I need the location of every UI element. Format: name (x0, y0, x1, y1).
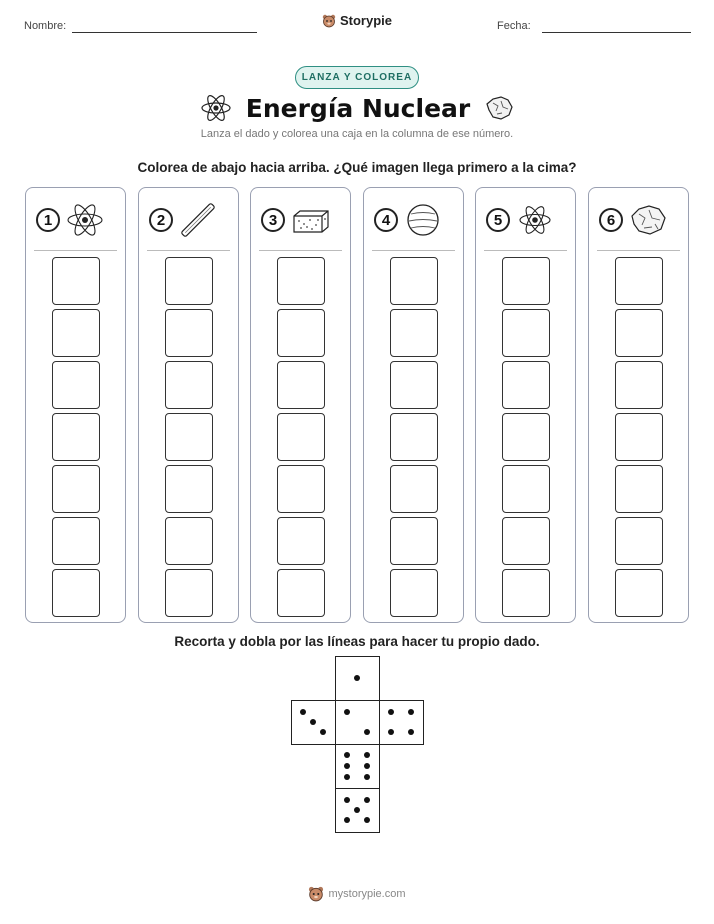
dice-face-4 (379, 700, 424, 745)
column-4 (363, 187, 464, 623)
name-label: Nombre: (24, 20, 67, 32)
color-box[interactable] (52, 569, 100, 617)
color-box[interactable] (277, 257, 325, 305)
control-rod-icon (178, 202, 218, 238)
dice-pip (388, 729, 394, 735)
dice-caption: Recorta y dobla por las líneas para hacer tu propio dado. (174, 634, 540, 649)
column-6 (588, 187, 689, 623)
color-box[interactable] (615, 465, 663, 513)
color-box[interactable] (277, 309, 325, 357)
color-box[interactable] (52, 413, 100, 461)
dice-pip (354, 675, 360, 681)
color-box[interactable] (615, 413, 663, 461)
name-line[interactable] (72, 32, 257, 33)
dice-face-3 (291, 700, 336, 745)
column-number: 2 (149, 208, 173, 232)
dice-pip (364, 729, 370, 735)
column-3 (250, 187, 351, 623)
instruction: Colorea de abajo hacia arriba. ¿Qué imagen llega primero a la cima? (137, 160, 577, 175)
color-box[interactable] (502, 569, 550, 617)
color-box[interactable] (615, 257, 663, 305)
color-box[interactable] (277, 361, 325, 409)
color-box[interactable] (390, 517, 438, 565)
footer-url[interactable]: mystorypie.com (328, 888, 406, 900)
column-divider (34, 250, 117, 251)
color-box[interactable] (615, 517, 663, 565)
color-box[interactable] (165, 361, 213, 409)
color-box[interactable] (165, 257, 213, 305)
column-divider (597, 250, 680, 251)
dice-pip (300, 709, 306, 715)
column-header (261, 202, 344, 238)
date-label: Fecha: (497, 20, 531, 32)
sphere-icon (403, 202, 443, 238)
column-divider (147, 250, 230, 251)
color-box[interactable] (502, 465, 550, 513)
color-box[interactable] (277, 465, 325, 513)
column-divider (372, 250, 455, 251)
column-header (36, 202, 119, 238)
dice-pip (344, 752, 350, 758)
footer (0, 886, 714, 902)
color-box[interactable] (52, 517, 100, 565)
column-number: 1 (36, 208, 60, 232)
dice-pip (344, 774, 350, 780)
color-box[interactable] (615, 309, 663, 357)
dice-pip (310, 719, 316, 725)
color-box[interactable] (502, 517, 550, 565)
color-box[interactable] (52, 257, 100, 305)
subtitle: Lanza el dado y colorea una caja en la columna de ese número. (200, 128, 514, 140)
color-box[interactable] (390, 309, 438, 357)
activity-badge: LANZA Y COLOREA (295, 66, 419, 89)
title-row (0, 90, 714, 126)
storypie-mascot-icon (322, 14, 336, 28)
color-box[interactable] (277, 517, 325, 565)
color-box[interactable] (615, 361, 663, 409)
dice-face-5 (335, 788, 380, 833)
column-header (374, 202, 457, 238)
column-header (486, 202, 569, 238)
dice-pip (364, 763, 370, 769)
dice-pip (344, 797, 350, 803)
column-header (149, 202, 232, 238)
color-box[interactable] (390, 257, 438, 305)
column-5 (475, 187, 576, 623)
dice-face-1 (335, 656, 380, 701)
uranium-rock-icon (484, 95, 514, 121)
dice-pip (354, 807, 360, 813)
column-2 (138, 187, 239, 623)
column-number: 3 (261, 208, 285, 232)
color-box[interactable] (502, 257, 550, 305)
color-box[interactable] (390, 413, 438, 461)
color-box[interactable] (52, 361, 100, 409)
column-divider (484, 250, 567, 251)
atom-icon (515, 202, 555, 238)
dice-pip (364, 797, 370, 803)
column-header (599, 202, 682, 238)
column-number: 4 (374, 208, 398, 232)
color-box[interactable] (390, 361, 438, 409)
dice-pip (408, 709, 414, 715)
atom-icon (65, 202, 105, 238)
dice-pip (408, 729, 414, 735)
uranium-rock-icon (628, 202, 670, 238)
color-box[interactable] (502, 413, 550, 461)
color-box[interactable] (390, 569, 438, 617)
brand-name: Storypie (339, 13, 392, 28)
dice-pip (344, 763, 350, 769)
color-box[interactable] (52, 465, 100, 513)
storypie-mascot-icon (308, 886, 324, 902)
color-box[interactable] (165, 517, 213, 565)
color-box[interactable] (165, 309, 213, 357)
color-box[interactable] (277, 413, 325, 461)
color-box[interactable] (165, 413, 213, 461)
dice-pip (364, 817, 370, 823)
date-line[interactable] (542, 32, 691, 33)
dice-pip (344, 817, 350, 823)
color-box[interactable] (390, 465, 438, 513)
column-1 (25, 187, 126, 623)
atom-icon (200, 94, 232, 122)
dice-face-2 (335, 700, 380, 745)
dice-pip (364, 752, 370, 758)
column-divider (259, 250, 342, 251)
color-box[interactable] (277, 569, 325, 617)
dice-pip (364, 774, 370, 780)
brand-logo (0, 13, 714, 28)
column-number: 5 (486, 208, 510, 232)
dice-pip (320, 729, 326, 735)
column-number: 6 (599, 208, 623, 232)
page-title: Energía Nuclear (245, 93, 471, 123)
dice-face-6 (335, 744, 380, 789)
color-box[interactable] (165, 465, 213, 513)
dice-pip (344, 709, 350, 715)
color-box[interactable] (615, 569, 663, 617)
color-box[interactable] (52, 309, 100, 357)
color-box[interactable] (502, 309, 550, 357)
dice-pip (388, 709, 394, 715)
fuel-pellet-icon (290, 202, 332, 238)
color-box[interactable] (502, 361, 550, 409)
color-box[interactable] (165, 569, 213, 617)
